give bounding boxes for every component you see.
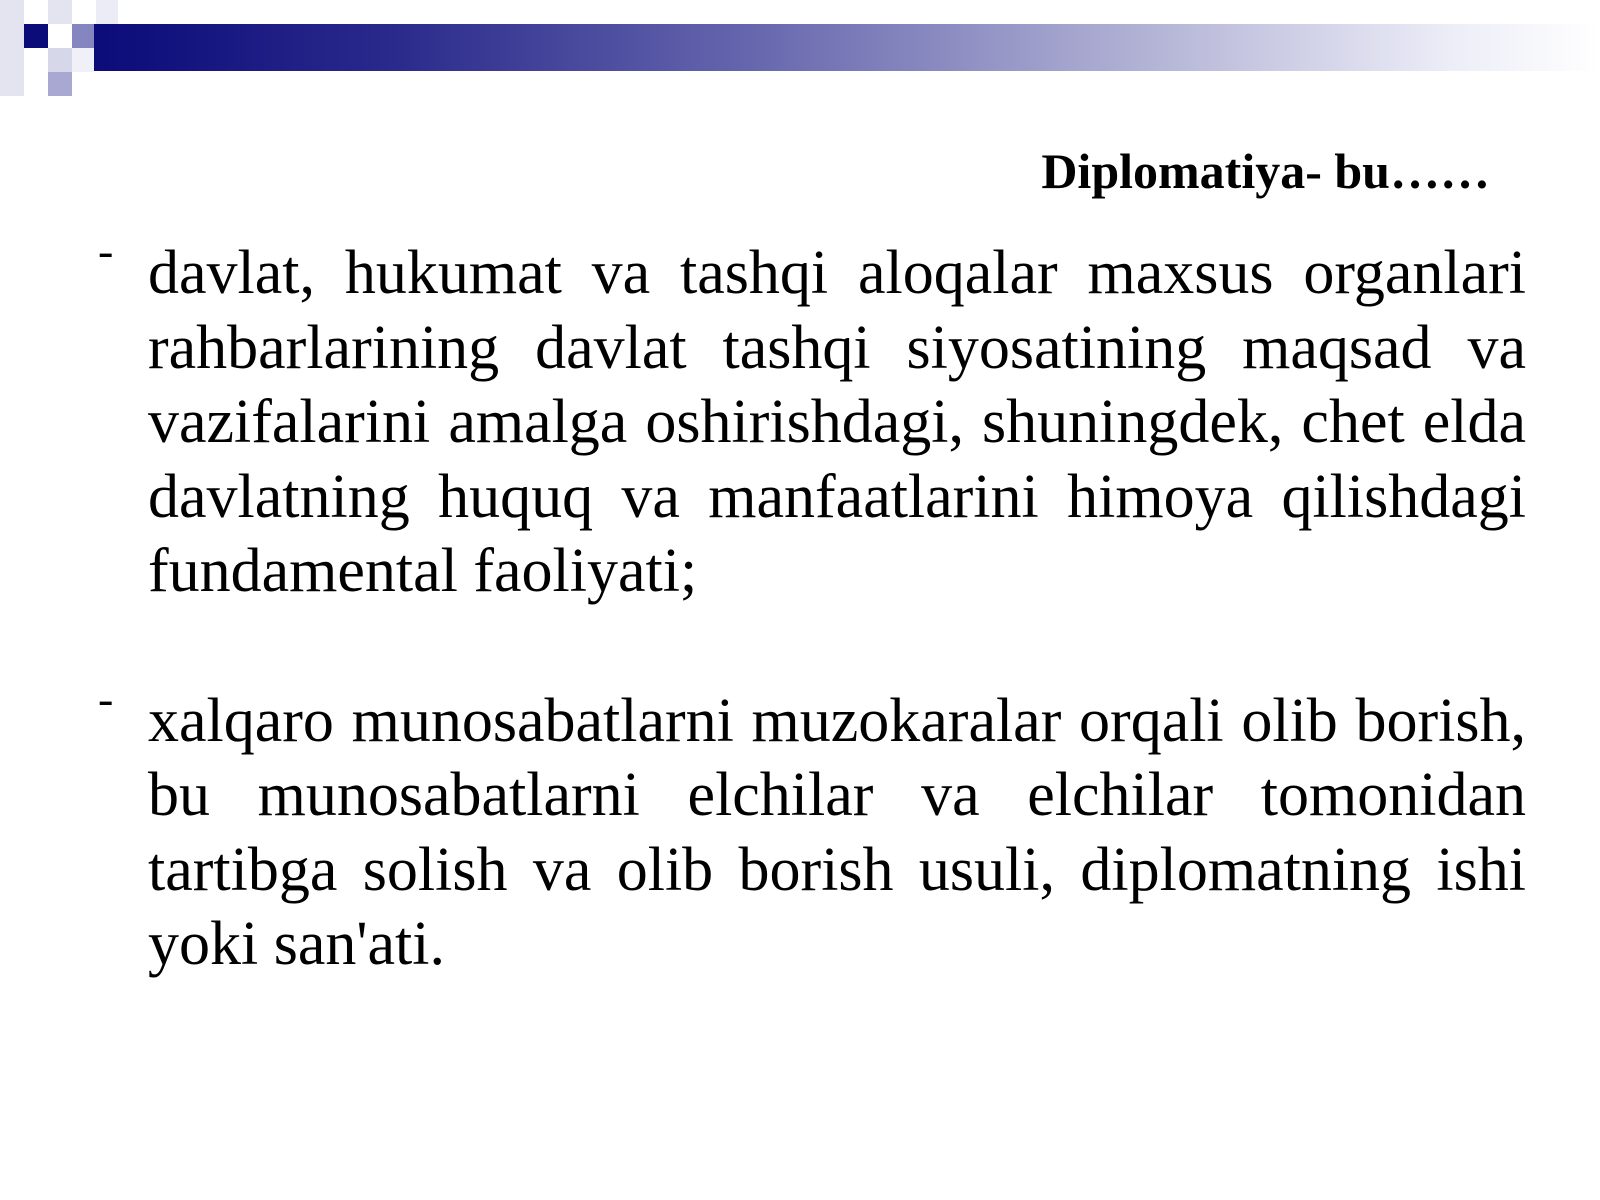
decor-square xyxy=(48,72,72,96)
slide-title: Diplomatiya- bu…… xyxy=(1041,143,1490,199)
decor-square xyxy=(96,0,118,24)
bullet-item xyxy=(98,225,1526,609)
decor-square xyxy=(72,24,94,48)
decor-square xyxy=(48,48,72,72)
bullet-text: davlat, hukumat va tashqi aloqalar maxsus organlari rahbarlarining davlat tashqi siyosatining maqsad va vazifalarini amalga oshirishdagi, shuningdek, chet elda davlatning huquq va manfaatlarini himoya qilishdagi fundamental faoliyati; xyxy=(148,239,1526,605)
decor-square xyxy=(72,48,94,72)
bullet-list xyxy=(98,225,1526,982)
decor-square xyxy=(0,0,24,96)
bullet-item xyxy=(98,672,1526,982)
bullet-dash: - xyxy=(98,672,114,724)
decor-square xyxy=(48,0,72,24)
header-gradient-bar xyxy=(94,24,1600,71)
bullet-text: xalqaro munosabatlarni muzokaralar orqali olib borish, bu munosabatlarni elchilar va elchilar tomonidan tartibga solish va olib borish usuli, diplomatning ishi yoki san'ati. xyxy=(148,686,1526,978)
decor-square xyxy=(24,24,48,48)
bullet-dash: - xyxy=(98,225,114,276)
